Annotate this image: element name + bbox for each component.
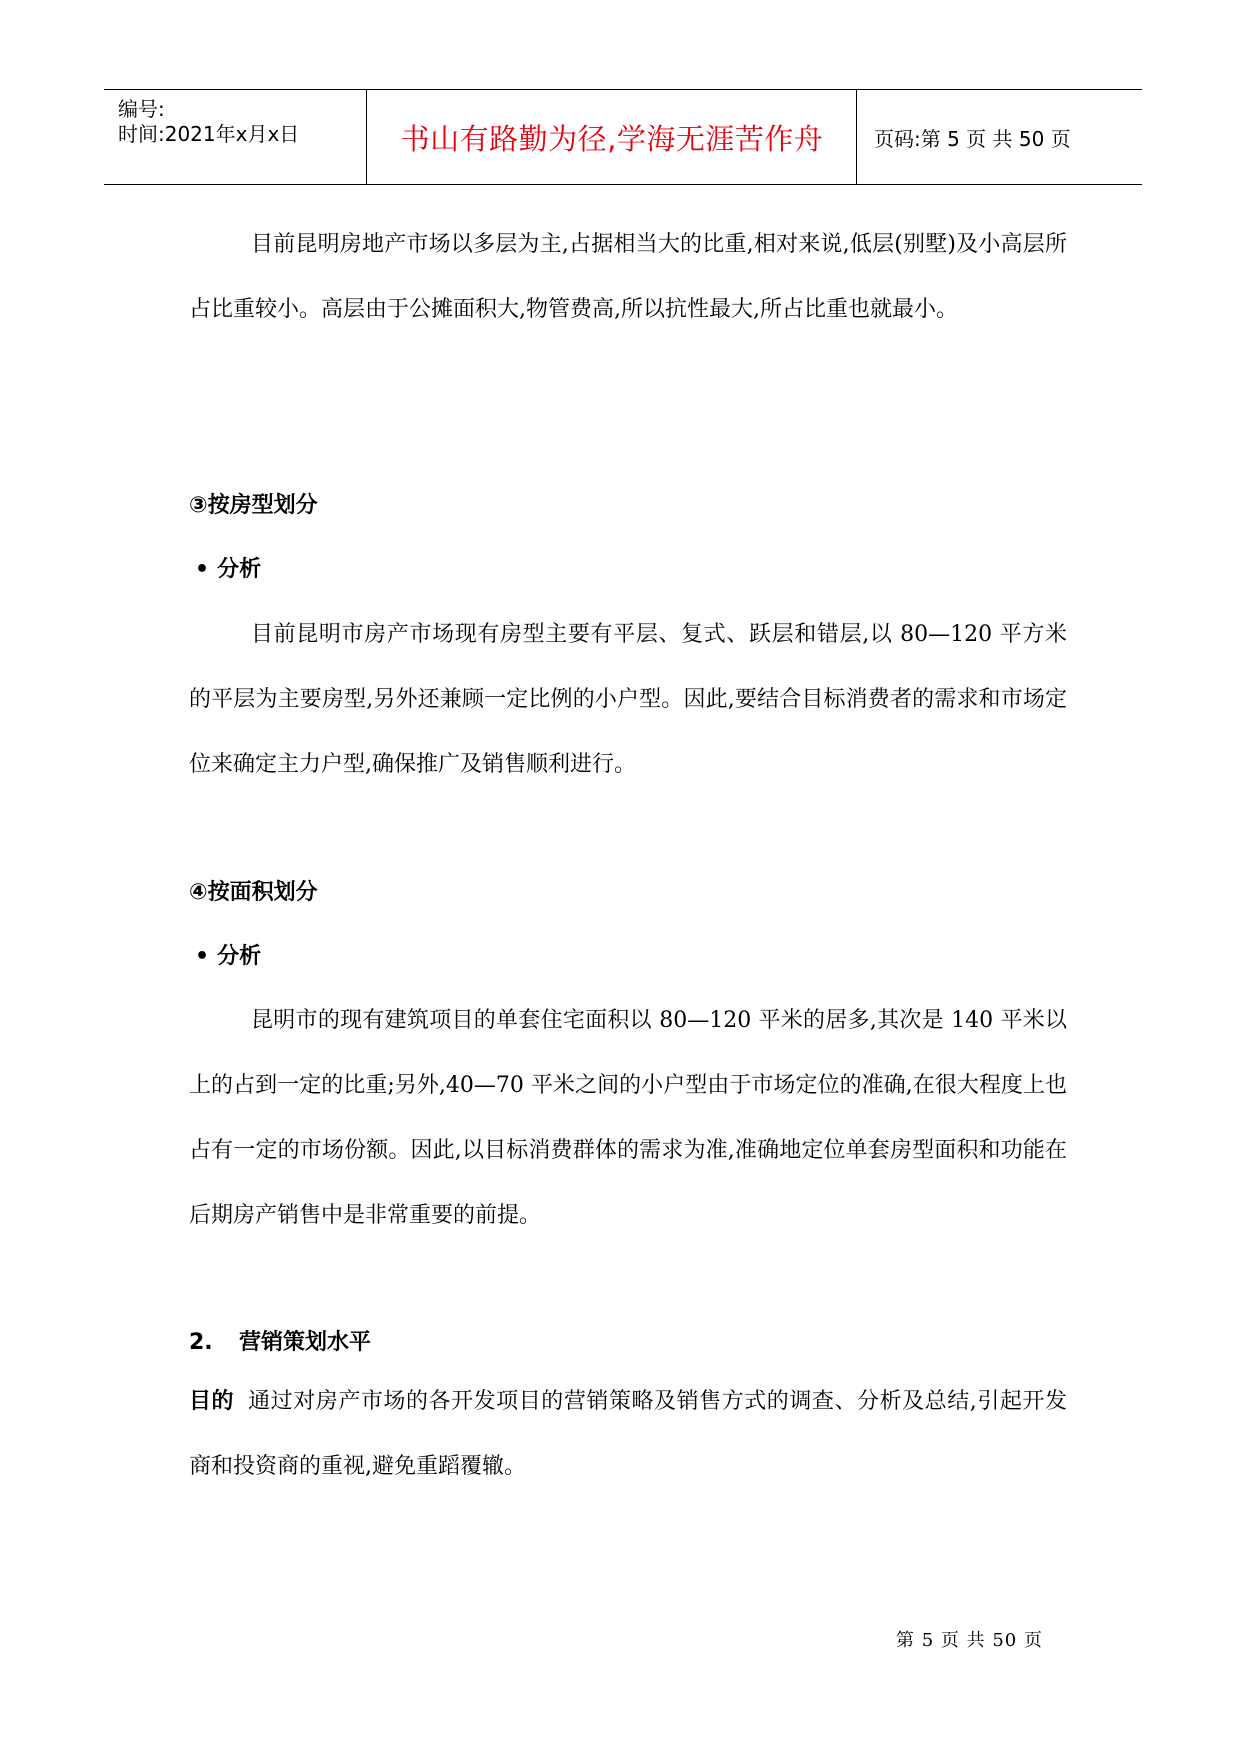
- bullet-label: 分析: [217, 557, 262, 582]
- heading-marketing-level: [189, 1325, 371, 1356]
- purpose-label: 目的: [189, 1389, 235, 1414]
- bullet-analysis-1: [195, 552, 261, 583]
- header-motto-cell: [368, 90, 857, 184]
- bullet-label: 分析: [217, 944, 262, 969]
- header-page-cell: [858, 90, 1142, 184]
- header-meta-cell: [104, 90, 367, 184]
- bullet-analysis-2: [195, 939, 261, 970]
- paragraph-purpose: [189, 1369, 1067, 1499]
- paragraph-floor-types: 目前昆明房地产市场以多层为主,占据相当大的比重,相对来说,低层(别墅)及小高层所占比重较小。高层由于公摊面积大,物管费高,所以抗性最大,所占比重也就最小。: [189, 232, 1067, 322]
- paragraph-layout-analysis: 目前昆明市房产市场现有房型主要有平层、复式、跃层和错层,以 80—120 平方米的平层为主要房型,另外还兼顾一定比例的小户型。因此,要结合目标消费者的需求和市场定位来确定主力户型,确保推广及销售顺利进行。: [189, 622, 1067, 777]
- heading-by-layout: ③按房型划分: [189, 493, 318, 518]
- document-header: [104, 89, 1142, 185]
- header-page-number: 页码:第 5 页 共 50 页: [874, 126, 1071, 151]
- footer-page-number: 第 5 页 共 50 页: [896, 1630, 1043, 1651]
- paragraph-area-analysis: 昆明市的现有建筑项目的单套住宅面积以 80—120 平米的居多,其次是 140 平米以上的占到一定的比重;另外,40—70 平米之间的小户型由于市场定位的准确,在很大程度上也占有一定的市场份额。因此,以目标消费群体的需求为准,准确地定位单套房型面积和功能在后期房产销售中是非常重要的前提。: [189, 1008, 1067, 1228]
- purpose-text: 通过对房产市场的各开发项目的营销策略及销售方式的调查、分析及总结,引起开发商和投资商的重视,避免重蹈覆辙。: [189, 1389, 1067, 1479]
- section-title: 营销策划水平: [239, 1330, 372, 1355]
- document-time-label: 时间:2021年x月x日: [118, 122, 300, 146]
- header-motto: 书山有路勤为径,学海无涯苦作舟: [400, 121, 824, 156]
- bullet-dot-icon: •: [195, 557, 210, 582]
- section-number: 2.: [189, 1330, 213, 1355]
- heading-by-area: ④按面积划分: [189, 880, 318, 905]
- document-number-label: 编号:: [118, 97, 165, 121]
- bullet-dot-icon: •: [195, 944, 210, 969]
